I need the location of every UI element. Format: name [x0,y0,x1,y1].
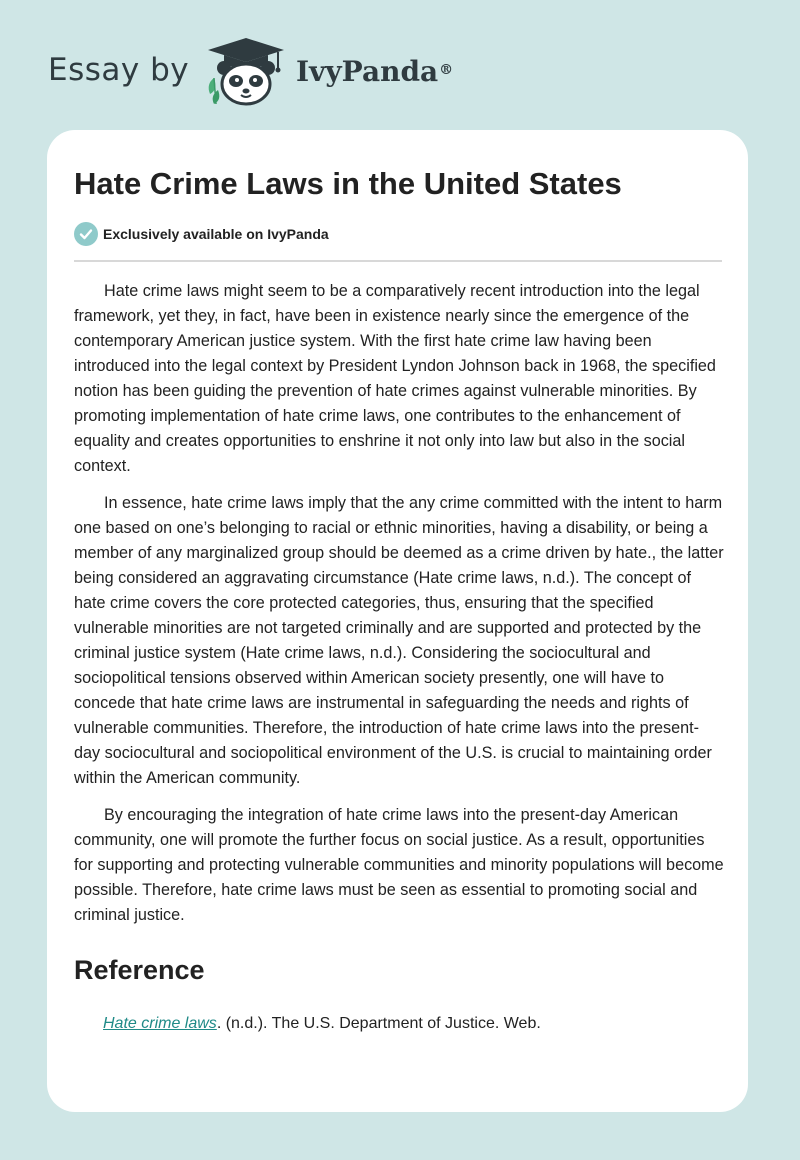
reference-entry [103,1012,541,1036]
site-header [0,0,800,128]
panda-logo-icon[interactable] [200,34,292,106]
checkmark-icon [74,222,98,246]
paragraph: Hate crime laws might seem to be a comparatively recent introduction into the legal framework, yet they, in fact, have been in existence nearly since the emergence of the contemporary American justice system. With the first hate crime law having been introduced into the legal context by President Lyndon Johnson back in 1968, the specified notion has been guiding the prevention of hate crimes against vulnerable minorities. By promoting implementation of hate crime laws, one contributes to the enhancement of equality and creates opportunities to enshrine it not only into law but also in the social context. [74,282,716,475]
brand-name-text: IvyPanda [296,55,439,88]
trademark-symbol: ® [439,62,454,78]
essay-body [74,279,724,940]
reference-link[interactable]: Hate crime laws [103,1015,217,1032]
paragraph: By encouraging the integration of hate crime laws into the present-day American community, one will promote the further focus on social justice. As a result, opportunities for supporting and protecting vulnerable communities and minority populations will become possible. Therefore, hate crime laws must be seen as essential to promoting social and criminal justice. [74,806,724,924]
title-divider [74,260,722,262]
page-title: Hate Crime Laws in the United States [74,166,622,201]
essay-by-label: Essay by [48,52,190,88]
exclusive-badge [74,221,329,247]
brand-name[interactable] [296,52,453,92]
paragraph: In essence, hate crime laws imply that the any crime committed with the intent to harm one based on one’s belonging to racial or ethnic minorities, having a disability, or being a member of any marginalized group should be deemed as a crime driven by hate., the latter being considered an aggravating circumstance (Hate crime laws, n.d.). The concept of hate crime covers the core protected categories, thus, ensuring that the specified vulnerable minorities are not targeted criminally and are supported and protected by the criminal justice system (Hate crime laws, n.d.). Considering the sociocultural and sociopolitical tensions observed within American society presently, one will have to concede that hate crime laws are instrumental in safeguarding the needs and rights of vulnerable communities. Therefore, the introduction of hate crime laws into the present-day sociocultural and sociopolitical environment of the U.S. is crucial to maintaining order within the American community. [74,494,724,787]
reference-details: . (n.d.). The U.S. Department of Justice. Web. [216,1015,541,1032]
exclusive-badge-label: Exclusively available on IvyPanda [103,226,329,242]
reference-heading: Reference [74,955,205,985]
essay-card [47,130,748,1112]
